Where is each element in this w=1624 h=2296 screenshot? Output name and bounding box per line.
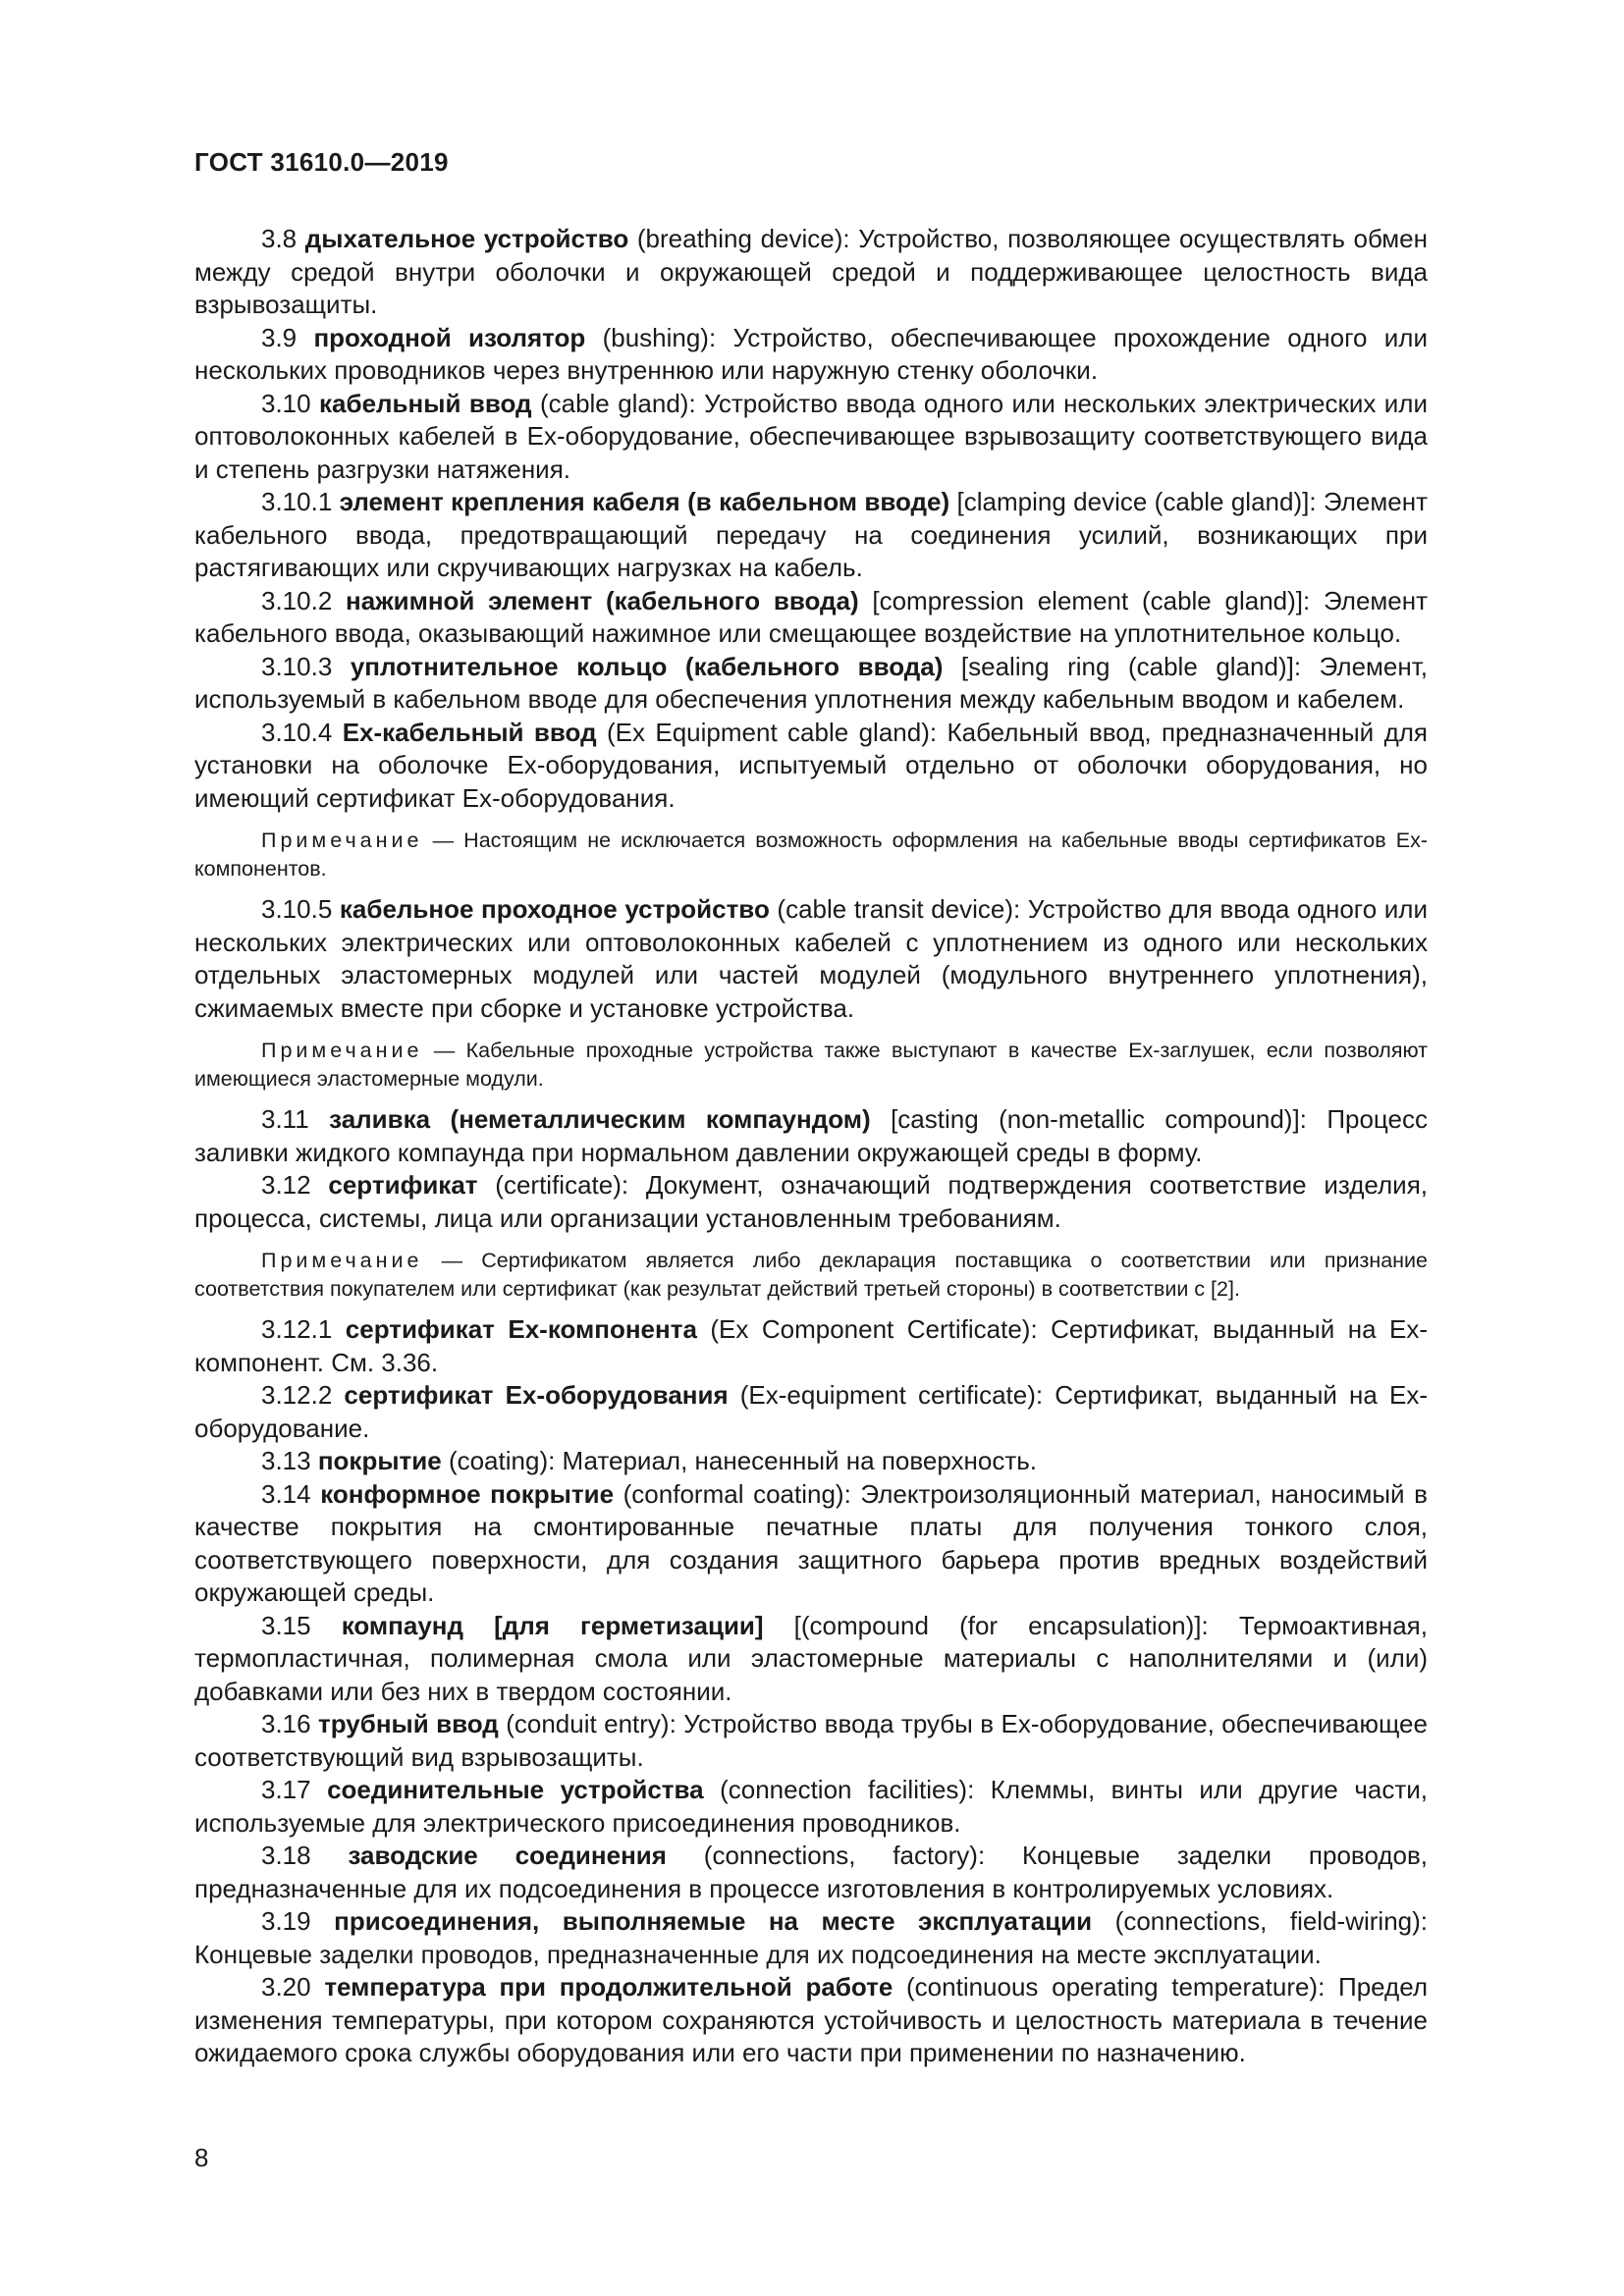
note-text: — Настоящим не исключается возможность оформления на кабельные вводы сертификатов Ex-компонентов. [194, 828, 1428, 881]
definition-paragraph [194, 1708, 1428, 1774]
definition-paragraph [194, 893, 1428, 1025]
definition-paragraph [194, 717, 1428, 816]
term: проходной изолятор [313, 322, 586, 352]
note-label: Примечание [261, 1249, 423, 1272]
clause-number: 3.11 [261, 1104, 309, 1134]
definition-paragraph [194, 1610, 1428, 1709]
definition-text: (connection facilities): Клеммы, винты или другие части, используемые для электрического присоединения проводников. [194, 1775, 1429, 1838]
term: температура при продолжительной работе [324, 1972, 893, 2002]
definition-text: (continuous operating temperature): Предел изменения температуры, при котором сохраняются устойчивость и целостность материала в течение ожидаемого срока службы оборудования или его части при применении по назначению. [194, 1972, 1428, 2067]
definition-paragraph [194, 322, 1428, 388]
definition-paragraph [194, 1169, 1428, 1235]
clause-number: 3.10.5 [261, 894, 333, 924]
definition-text: (bushing): Устройство, обеспечивающее прохождение одного или нескольких проводников через внутреннюю или наружную стенку оболочки. [194, 322, 1428, 385]
definition-text: [(compound (for encapsulation)]: Термоактивная, термопластичная, полимерная смола или эластомерные материалы с наполнителями и (или) добавками или без них в твердом состоянии. [194, 1610, 1428, 1706]
clause-number: 3.10 [261, 388, 311, 418]
term: присоединения, выполняемые на месте эксплуатации [334, 1906, 1093, 1936]
definition-text: (connections, factory): Концевые заделки проводов, предназначенные для их подсоединения в процессе изготовления в контролируемых условиях. [194, 1841, 1428, 1903]
definition-paragraph [194, 1774, 1428, 1840]
note-paragraph [194, 1037, 1428, 1094]
term: кабельное проходное устройство [339, 894, 770, 924]
definition-text: (Ex Equipment cable gland): Кабельный ввод, предназначенный для установки на оболочке Ex-оборудования, испытуемый отдельно от оболочки оборудования, но имеющий сертификат Ex-оборудования. [194, 717, 1428, 813]
clause-number: 3.12.2 [261, 1380, 333, 1410]
clause-number: 3.19 [261, 1906, 311, 1936]
clause-number: 3.15 [261, 1610, 311, 1640]
definition-text: [compression element (cable gland)]: Элемент кабельного ввода, оказывающий нажимное или смещающее воздействие на уплотнительное кольцо. [194, 585, 1429, 648]
definition-text: [clamping device (cable gland)]: Элемент кабельного ввода, предотвращающий передачу на соединения усилий, возникающих при растягивающих или скручивающих нагрузках на кабель. [194, 487, 1428, 582]
term: дыхательное устройство [304, 224, 629, 253]
clause-number: 3.20 [261, 1972, 311, 2002]
definition-text: (certificate): Документ, означающий подтверждения соответствие изделия, процесса, системы, лица или организации установленным требованиям. [194, 1170, 1428, 1233]
clause-number: 3.9 [261, 322, 298, 352]
document-body [194, 223, 1428, 2070]
note-text: — Кабельные проходные устройства также выступают в качестве Ex-заглушек, если позволяют имеющиеся эластомерные модули. [194, 1039, 1428, 1091]
term: уплотнительное кольцо (кабельного ввода) [350, 651, 944, 681]
term: Ex-кабельный ввод [342, 717, 597, 747]
clause-number: 3.10.2 [261, 585, 333, 615]
definition-paragraph [194, 1379, 1428, 1445]
definition-paragraph [194, 651, 1428, 717]
clause-number: 3.10.3 [261, 651, 333, 681]
definition-paragraph [194, 1103, 1428, 1169]
definition-paragraph [194, 486, 1428, 585]
term: соединительные устройства [327, 1775, 704, 1804]
definition-paragraph [194, 1905, 1428, 1971]
definition-text: (cable gland): Устройство ввода одного или нескольких электрических или оптоволоконных кабелей в Ex-оборудование, обеспечивающее взрывозащиту соответствующего вида и степень разгрузки натяжения. [194, 388, 1428, 484]
definition-text: (Ex-equipment certificate): Сертификат, выданный на Ex-оборудование. [194, 1380, 1428, 1443]
clause-number: 3.13 [261, 1446, 311, 1475]
term: заливка (неметаллическим компаундом) [329, 1104, 871, 1134]
note-label: Примечание [261, 828, 423, 852]
definition-paragraph [194, 1840, 1428, 1905]
note-text: — Сертификатом является либо декларация поставщика о соответствии или признание соответствия покупателем или сертификат (как результат действий третьей стороны) в соответствии с [2]. [194, 1249, 1428, 1301]
term: элемент крепления кабеля (в кабельном вводе) [339, 487, 950, 516]
definition-paragraph [194, 585, 1428, 651]
clause-number: 3.18 [261, 1841, 311, 1870]
definition-paragraph [194, 1478, 1428, 1610]
clause-number: 3.10.1 [261, 487, 333, 516]
term: сертификат [328, 1170, 478, 1200]
definition-text: (Ex Component Certificate): Сертификат, выданный на Ex-компонент. См. 3.36. [194, 1314, 1428, 1377]
term: заводские соединения [348, 1841, 667, 1870]
clause-number: 3.10.4 [261, 717, 333, 747]
definition-text: (conduit entry): Устройство ввода трубы в Ex-оборудование, обеспечивающее соответствующий вид взрывозащиты. [194, 1709, 1428, 1772]
term: сертификат Ex-оборудования [344, 1380, 729, 1410]
term: трубный ввод [318, 1709, 499, 1738]
term: компаунд [для герметизации] [341, 1610, 764, 1640]
definition-text: (connections, field-wiring): Концевые заделки проводов, предназначенные для их подсоединения на месте эксплуатации. [194, 1906, 1428, 1969]
definition-paragraph [194, 223, 1428, 322]
definition-text: (cable transit device): Устройство для ввода одного или нескольких электрических или оптоволоконных кабелей с уплотнением из одного или нескольких отдельных эластомерных модулей или частей модулей (модульного внутреннего уплотнения), сжимаемых вместе при сборке и установке устройства. [194, 894, 1428, 1023]
note-paragraph [194, 827, 1428, 883]
term: сертификат Ex-компонента [345, 1314, 697, 1344]
definition-text: [sealing ring (cable gland)]: Элемент, используемый в кабельном вводе для обеспечения уплотнения между кабельным вводом и кабелем. [194, 651, 1428, 714]
clause-number: 3.16 [261, 1709, 311, 1738]
term: конформное покрытие [320, 1478, 615, 1509]
page-number: 8 [194, 2143, 209, 2172]
definition-paragraph [194, 1445, 1428, 1478]
clause-number: 3.8 [261, 224, 298, 253]
clause-number: 3.12.1 [261, 1314, 333, 1344]
clause-number: 3.14 [261, 1478, 311, 1509]
note-label: Примечание [261, 1039, 423, 1062]
definition-text: (breathing device): Устройство, позволяющее осуществлять обмен между средой внутри оболочки и окружающей средой и поддерживающее целостность вида взрывозащиты. [194, 224, 1428, 319]
definition-text: [casting (non-metallic compound)]: Процесс заливки жидкого компаунда при нормальном давлении окружающей среды в форму. [194, 1104, 1428, 1167]
definition-text: (conformal coating): Электроизоляционный материал, наносимый в качестве покрытия на смонтированные печатные платы для получения тонкого слоя, соответствующего поверхности, для создания защитного барьера против вредных воздействий окружающей среды. [194, 1478, 1428, 1607]
clause-number: 3.12 [261, 1170, 311, 1200]
definition-text: (coating): Материал, нанесенный на поверхность. [441, 1446, 1037, 1475]
definition-paragraph [194, 388, 1428, 487]
clause-number: 3.17 [261, 1775, 311, 1804]
term: покрытие [317, 1446, 442, 1475]
definition-paragraph [194, 1971, 1428, 2070]
term: кабельный ввод [319, 388, 532, 418]
term: нажимной элемент (кабельного ввода) [346, 585, 859, 615]
note-paragraph [194, 1247, 1428, 1304]
definition-paragraph [194, 1313, 1428, 1379]
document-code: ГОСТ 31610.0—2019 [194, 147, 449, 177]
